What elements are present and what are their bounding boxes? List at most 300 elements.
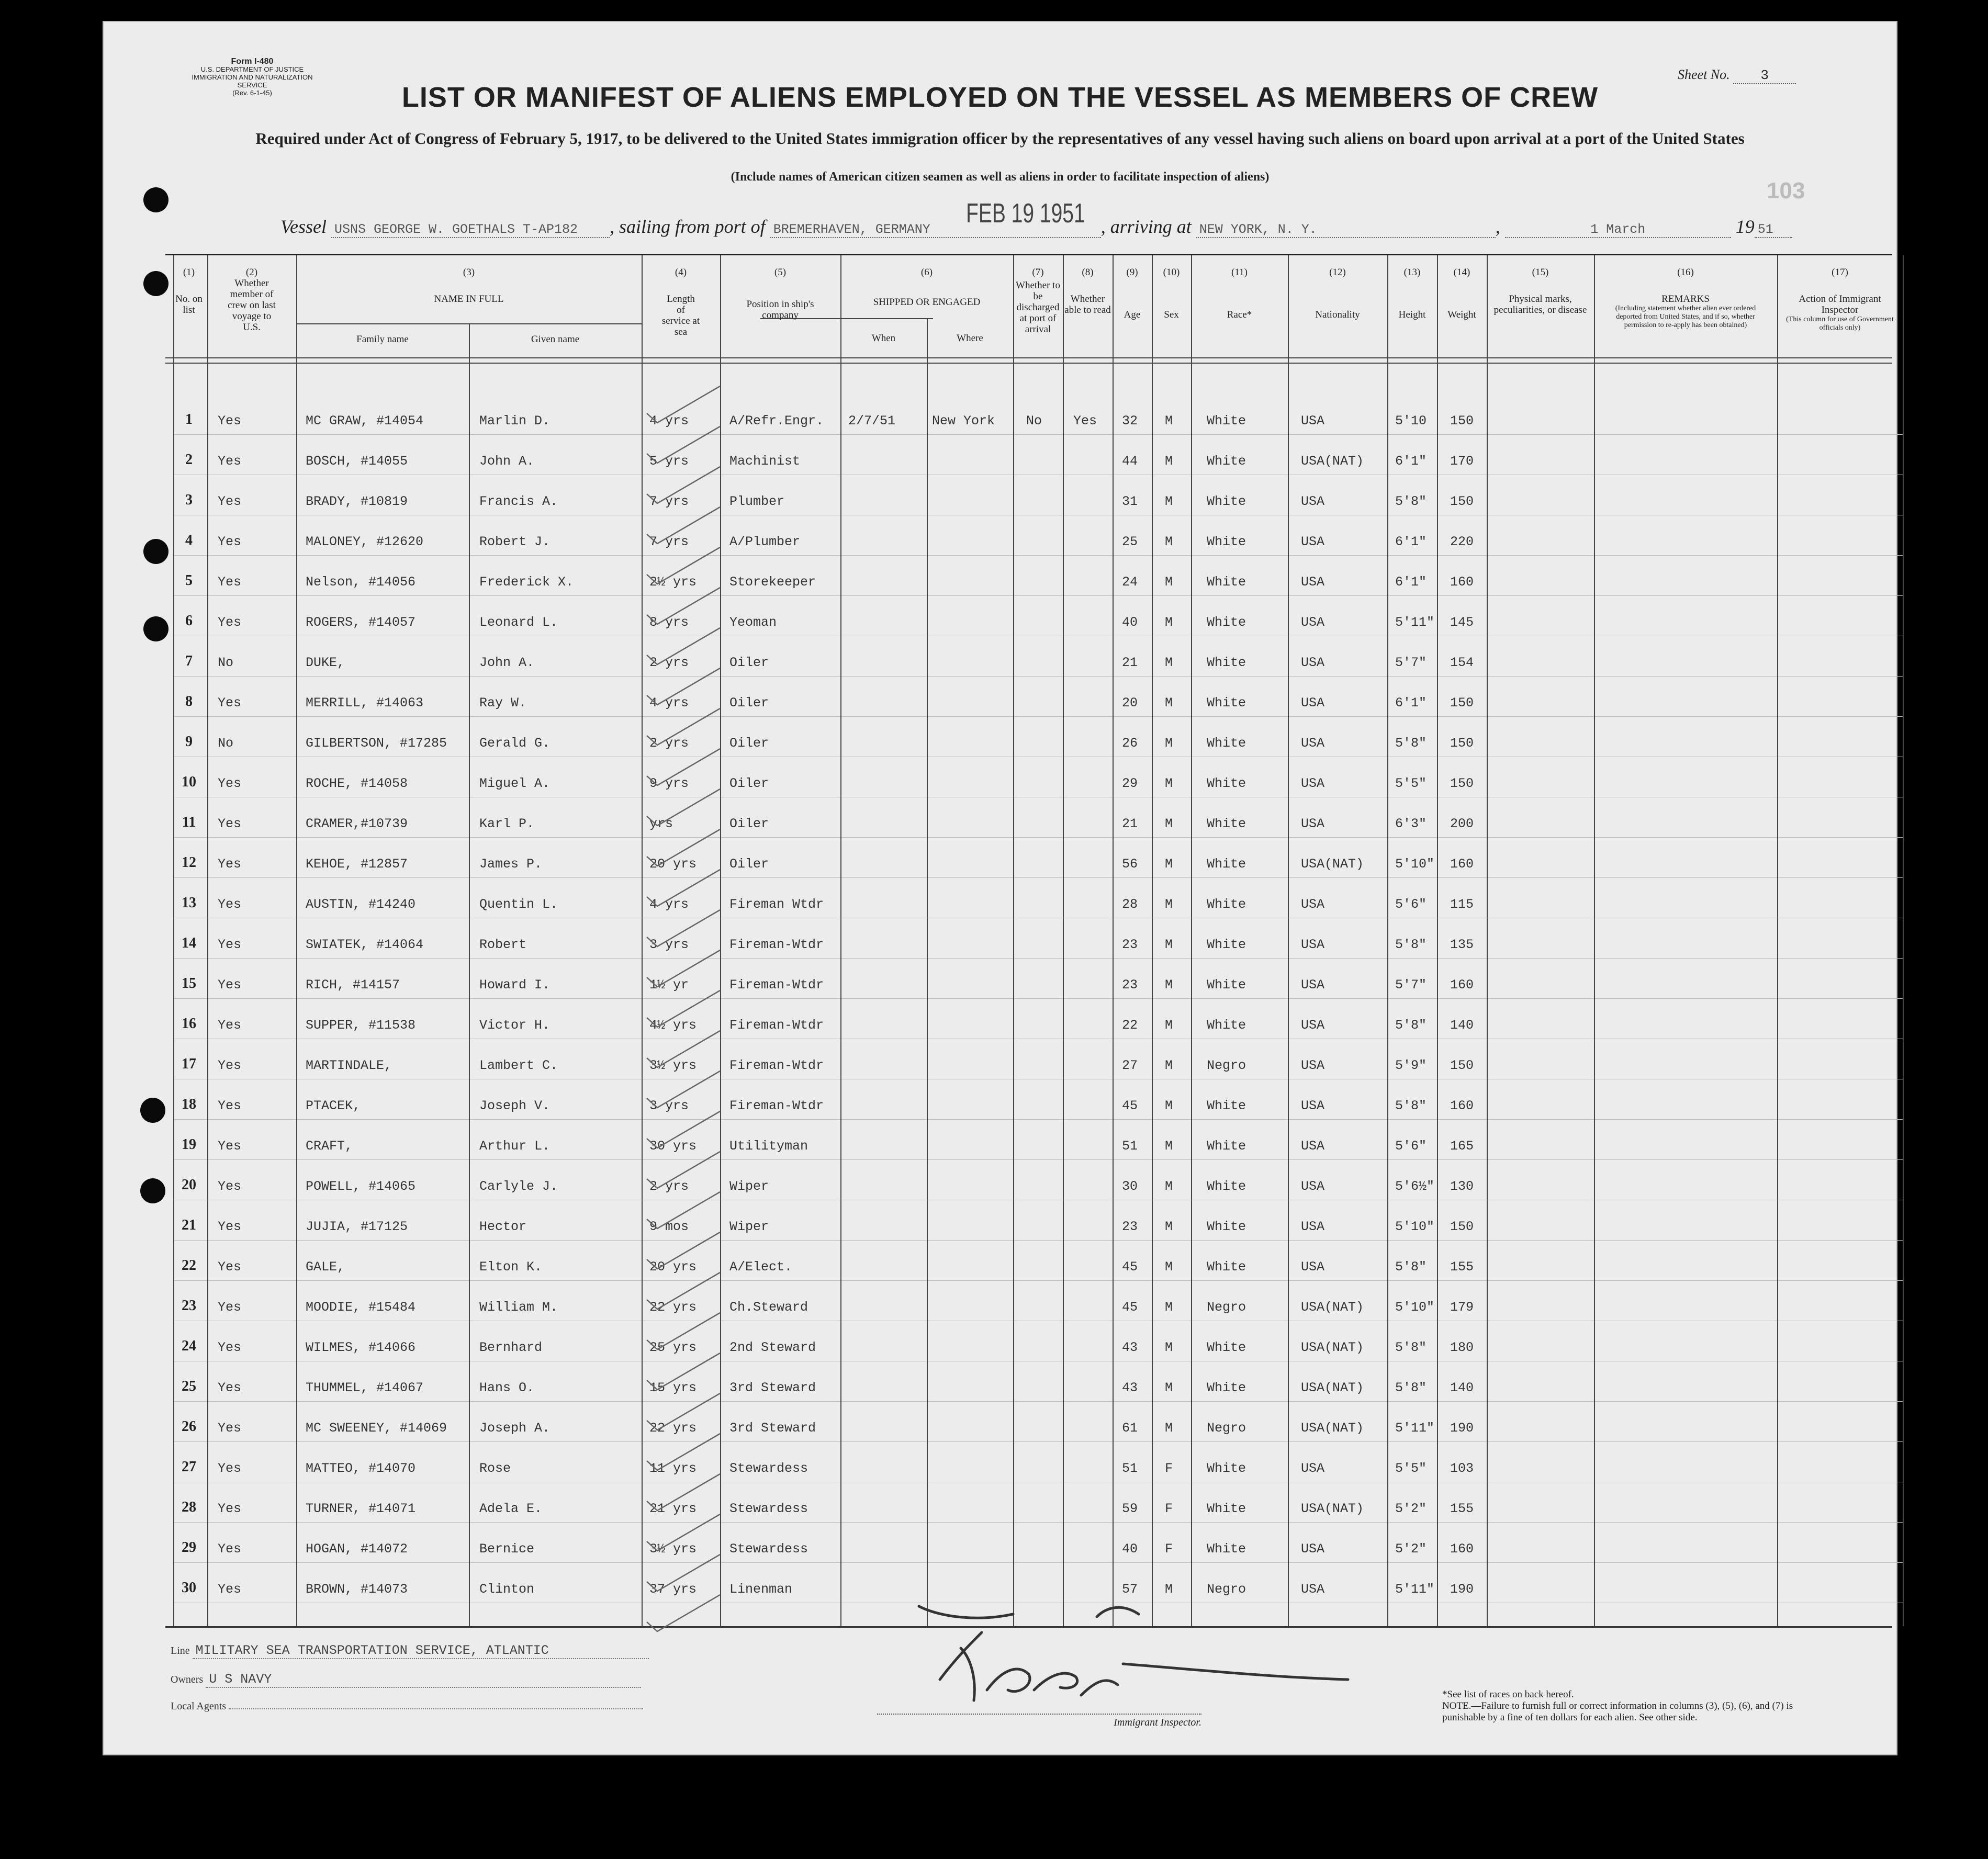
row-rule: [173, 1522, 1903, 1523]
race-cell: White: [1207, 977, 1246, 993]
service-length-cell: 7 yrs: [649, 534, 689, 549]
crew-member-cell: Yes: [218, 695, 242, 711]
weight-cell: 170: [1450, 454, 1474, 469]
age-cell: 31: [1122, 494, 1138, 509]
service-length-cell: 4 yrs: [649, 897, 689, 912]
sex-cell: M: [1165, 1179, 1173, 1194]
position-cell: Stewardess: [729, 1461, 808, 1476]
year-prefix: 19: [1735, 216, 1755, 237]
height-cell: 5'2": [1395, 1541, 1427, 1557]
service-length-cell: 3 yrs: [649, 1098, 689, 1113]
height-cell: 5'8": [1395, 494, 1427, 509]
column-rule: [1288, 255, 1289, 1626]
service-length-cell: 20 yrs: [649, 857, 697, 872]
position-cell: Oiler: [729, 816, 769, 831]
row-number: 9: [185, 734, 193, 750]
row-number: 11: [182, 814, 196, 830]
weight-cell: 150: [1450, 494, 1474, 509]
nationality-cell: USA: [1301, 1098, 1325, 1113]
race-cell: White: [1207, 574, 1246, 590]
service-length-cell: 5 yrs: [649, 454, 689, 469]
given-name-cell: Clinton: [479, 1582, 535, 1597]
service-length-cell: 22 yrs: [649, 1421, 697, 1436]
col6-header: (6) SHIPPED OR ENGAGED: [873, 267, 981, 308]
height-cell: 6'1": [1395, 534, 1427, 549]
sex-cell: M: [1165, 413, 1173, 429]
nationality-cell: USA: [1301, 413, 1325, 429]
row-number: 29: [182, 1539, 196, 1556]
nationality-cell: USA: [1301, 977, 1325, 993]
family-name-cell: SUPPER, #11538: [306, 1018, 416, 1033]
punch-hole: [143, 616, 169, 641]
given-name-cell: John A.: [479, 655, 535, 670]
crew-member-cell: Yes: [218, 1380, 242, 1395]
footer-owners: [171, 1672, 641, 1688]
vessel-label: Vessel: [280, 216, 327, 237]
age-cell: 61: [1122, 1421, 1138, 1436]
col4-header: (4) Length of service at sea: [661, 267, 700, 337]
weight-cell: 154: [1450, 655, 1474, 670]
weight-cell: 150: [1450, 695, 1474, 711]
crew-member-cell: Yes: [218, 1300, 242, 1315]
weight-cell: 160: [1450, 1098, 1474, 1113]
weight-cell: 200: [1450, 816, 1474, 831]
race-cell: Negro: [1207, 1058, 1246, 1073]
nationality-cell: USA(NAT): [1301, 1421, 1364, 1436]
service-length-cell: 21 yrs: [649, 1501, 697, 1516]
service-length-cell: 22 yrs: [649, 1300, 697, 1315]
family-name-cell: MERRILL, #14063: [306, 695, 424, 711]
crew-member-cell: Yes: [218, 1461, 242, 1476]
age-cell: 45: [1122, 1259, 1138, 1275]
weight-cell: 145: [1450, 615, 1474, 630]
col7-header: (7) Whether to be discharged at port of arrival: [1016, 267, 1060, 335]
footer-agents: [171, 1700, 643, 1712]
race-cell: Negro: [1207, 1582, 1246, 1597]
sex-cell: M: [1165, 816, 1173, 831]
crew-member-cell: Yes: [218, 1219, 242, 1234]
height-cell: 5'5": [1395, 1461, 1427, 1476]
stamp-number: 103: [1767, 178, 1805, 204]
given-name-cell: Francis A.: [479, 494, 558, 509]
race-cell: White: [1207, 816, 1246, 831]
given-name-cell: Gerald G.: [479, 736, 551, 751]
sex-cell: M: [1165, 857, 1173, 872]
weight-cell: 160: [1450, 1541, 1474, 1557]
punch-hole: [143, 187, 169, 212]
date-stamp: FEB 19 1951: [966, 198, 1085, 229]
age-cell: 20: [1122, 695, 1138, 711]
sheet-value: 3: [1733, 67, 1796, 84]
position-cell: 3rd Steward: [729, 1380, 816, 1395]
weight-cell: 150: [1450, 1058, 1474, 1073]
row-number: 12: [182, 854, 196, 871]
race-cell: White: [1207, 1340, 1246, 1355]
col10-header: (10) Sex: [1163, 267, 1180, 320]
crew-member-cell: Yes: [218, 1582, 242, 1597]
row-rule: [173, 837, 1903, 838]
height-cell: 5'11": [1395, 1421, 1435, 1436]
agents-label: Local Agents: [171, 1700, 227, 1712]
nationality-cell: USA: [1301, 494, 1325, 509]
height-cell: 5'10": [1395, 1300, 1435, 1315]
height-cell: 5'8": [1395, 1380, 1427, 1395]
given-name-cell: Robert J.: [479, 534, 551, 549]
page-subtitle: Required under Act of Congress of February 5, 1917, to be delivered to the United States immigration officer by the representatives of any vessel having such aliens on board upon arrival at a port of the United States: [255, 129, 1745, 148]
family-name-cell: TURNER, #14071: [306, 1501, 416, 1516]
family-name-cell: CRAMER,#10739: [306, 816, 408, 831]
crew-member-cell: No: [218, 736, 234, 751]
race-cell: White: [1207, 494, 1246, 509]
age-cell: 21: [1122, 655, 1138, 670]
sex-cell: M: [1165, 897, 1173, 912]
race-cell: White: [1207, 413, 1246, 429]
crew-member-cell: Yes: [218, 1340, 242, 1355]
row-number: 14: [182, 935, 196, 951]
row-number: 16: [182, 1016, 196, 1032]
weight-cell: 160: [1450, 574, 1474, 590]
row-number: 20: [182, 1177, 196, 1193]
given-name-cell: Howard I.: [479, 977, 551, 993]
family-name-cell: BRADY, #10819: [306, 494, 408, 509]
form-service: IMMIGRATION AND NATURALIZATION SERVICE: [192, 73, 313, 89]
header-rule: [165, 357, 1892, 358]
crew-member-cell: No: [218, 655, 234, 670]
race-cell: White: [1207, 1179, 1246, 1194]
service-length-cell: 4 yrs: [649, 413, 689, 429]
family-name-cell: PTACEK,: [306, 1098, 361, 1113]
age-cell: 43: [1122, 1380, 1138, 1395]
weight-cell: 155: [1450, 1259, 1474, 1275]
position-cell: Yeoman: [729, 615, 777, 630]
row-rule: [173, 676, 1903, 677]
nationality-cell: USA(NAT): [1301, 454, 1364, 469]
age-cell: 25: [1122, 534, 1138, 549]
race-cell: White: [1207, 1098, 1246, 1113]
service-length-cell: 11 yrs: [649, 1461, 697, 1476]
vessel-name: USNS GEORGE W. GOETHALS T-AP182: [331, 222, 610, 238]
position-cell: Wiper: [729, 1179, 769, 1194]
crew-member-cell: Yes: [218, 816, 242, 831]
row-number: 21: [182, 1217, 196, 1233]
height-cell: 5'11": [1395, 1582, 1435, 1597]
service-length-cell: 9 mos: [649, 1219, 689, 1234]
height-cell: 5'6": [1395, 1139, 1427, 1154]
family-name-cell: ROCHE, #14058: [306, 776, 408, 791]
departure-port: BREMERHAVEN, GERMANY: [770, 222, 1101, 238]
crew-member-cell: Yes: [218, 1018, 242, 1033]
row-rule: [173, 1441, 1903, 1442]
column-rule: [1063, 255, 1064, 1626]
crew-member-cell: Yes: [218, 413, 242, 429]
punch-hole: [143, 539, 169, 564]
weight-cell: 135: [1450, 937, 1474, 952]
race-cell: White: [1207, 1219, 1246, 1234]
fine-note: NOTE.—Failure to furnish full or correct information in columns (3), (5), (6), and (7) is punishable by a fine of ten dollars for each alien. See other side.: [1442, 1700, 1793, 1723]
weight-cell: 160: [1450, 977, 1474, 993]
age-cell: 32: [1122, 413, 1138, 429]
given-name-cell: John A.: [479, 454, 535, 469]
weight-cell: 180: [1450, 1340, 1474, 1355]
crew-member-cell: Yes: [218, 1058, 242, 1073]
given-name-cell: Rose: [479, 1461, 511, 1476]
row-number: 19: [182, 1136, 196, 1153]
given-name-cell: Arthur L.: [479, 1139, 551, 1154]
arrival-port: NEW YORK, N. Y.: [1196, 222, 1496, 238]
header-rule: [165, 363, 1892, 364]
race-cell: White: [1207, 534, 1246, 549]
row-rule: [173, 555, 1903, 556]
service-length-cell: 15 yrs: [649, 1380, 697, 1395]
col12-header: (12) Nationality: [1315, 267, 1360, 320]
row-rule: [173, 998, 1903, 999]
age-cell: 45: [1122, 1098, 1138, 1113]
age-cell: 56: [1122, 857, 1138, 872]
inspector-label: Immigrant Inspector.: [877, 1714, 1201, 1729]
position-cell: Wiper: [729, 1219, 769, 1234]
age-cell: 21: [1122, 816, 1138, 831]
height-cell: 5'10": [1395, 1219, 1435, 1234]
service-length-cell: 9 yrs: [649, 776, 689, 791]
family-name-cell: THUMMEL, #14067: [306, 1380, 424, 1395]
height-cell: 5'8": [1395, 937, 1427, 952]
crew-member-cell: Yes: [218, 937, 242, 952]
given-name-cell: Joseph A.: [479, 1421, 551, 1436]
sailing-label: , sailing from port of: [609, 216, 766, 237]
able-to-read-cell: Yes: [1073, 413, 1097, 429]
nationality-cell: USA: [1301, 1541, 1325, 1557]
nationality-cell: USA(NAT): [1301, 1300, 1364, 1315]
crew-member-cell: Yes: [218, 615, 242, 630]
col3-header: (3) NAME IN FULL: [434, 267, 504, 305]
age-cell: 24: [1122, 574, 1138, 590]
service-length-cell: 2 yrs: [649, 655, 689, 670]
shipped-when-cell: 2/7/51: [848, 413, 896, 429]
family-name-cell: Nelson, #14056: [306, 574, 416, 590]
age-cell: 51: [1122, 1139, 1138, 1154]
sex-cell: M: [1165, 1421, 1173, 1436]
family-name-cell: HOGAN, #14072: [306, 1541, 408, 1557]
race-cell: White: [1207, 1018, 1246, 1033]
position-cell: Utilityman: [729, 1139, 808, 1154]
position-cell: Fireman-Wtdr: [729, 1058, 824, 1073]
family-name-cell: KEHOE, #12857: [306, 857, 408, 872]
row-rule: [173, 1562, 1903, 1563]
row-number: 23: [182, 1298, 196, 1314]
sex-cell: M: [1165, 937, 1173, 952]
sex-cell: M: [1165, 655, 1173, 670]
age-cell: 57: [1122, 1582, 1138, 1597]
age-cell: 23: [1122, 937, 1138, 952]
column-rule: [1487, 255, 1488, 1626]
row-rule: [173, 716, 1903, 717]
sex-cell: M: [1165, 1259, 1173, 1275]
crew-member-cell: Yes: [218, 574, 242, 590]
position-cell: 2nd Steward: [729, 1340, 816, 1355]
nationality-cell: USA: [1301, 937, 1325, 952]
crew-member-cell: Yes: [218, 977, 242, 993]
service-length-cell: 3 yrs: [649, 937, 689, 952]
nationality-cell: USA: [1301, 695, 1325, 711]
nationality-cell: USA: [1301, 1179, 1325, 1194]
line-label: Line: [171, 1645, 190, 1657]
position-cell: A/Refr.Engr.: [729, 413, 824, 429]
family-name-cell: WILMES, #14066: [306, 1340, 416, 1355]
column-rule: [173, 255, 174, 1626]
column-rule: [1013, 255, 1014, 1626]
height-cell: 5'10": [1395, 857, 1435, 872]
row-number: 30: [182, 1580, 196, 1596]
weight-cell: 140: [1450, 1380, 1474, 1395]
crew-member-cell: Yes: [218, 1098, 242, 1113]
race-cell: White: [1207, 1139, 1246, 1154]
row-number: 24: [182, 1338, 196, 1354]
weight-cell: 115: [1450, 897, 1474, 912]
row-rule: [173, 1280, 1903, 1281]
row-number: 26: [182, 1418, 196, 1435]
row-number: 8: [185, 693, 193, 709]
given-name-cell: Lambert C.: [479, 1058, 558, 1073]
position-cell: Fireman-Wtdr: [729, 977, 824, 993]
race-cell: White: [1207, 1380, 1246, 1395]
height-cell: 5'7": [1395, 655, 1427, 670]
sex-cell: M: [1165, 695, 1173, 711]
given-name-cell: Robert: [479, 937, 527, 952]
position-cell: Fireman-Wtdr: [729, 1018, 824, 1033]
position-cell: A/Elect.: [729, 1259, 793, 1275]
race-cell: White: [1207, 695, 1246, 711]
position-cell: Oiler: [729, 655, 769, 670]
age-cell: 40: [1122, 615, 1138, 630]
manifest-page: [103, 21, 1897, 1755]
service-length-cell: 2 yrs: [649, 736, 689, 751]
column-rule: [1437, 255, 1438, 1626]
sex-cell: M: [1165, 776, 1173, 791]
given-name-cell: William M.: [479, 1300, 558, 1315]
given-name-cell: Carlyle J.: [479, 1179, 558, 1194]
sex-cell: M: [1165, 1300, 1173, 1315]
nationality-cell: USA(NAT): [1301, 857, 1364, 872]
year-suffix: 51: [1755, 222, 1792, 238]
nationality-cell: USA: [1301, 736, 1325, 751]
column-rule: [296, 255, 297, 1626]
row-number: 5: [185, 572, 193, 589]
nationality-cell: USA: [1301, 615, 1325, 630]
position-cell: Oiler: [729, 776, 769, 791]
check-marks-icon: [636, 334, 846, 1642]
crew-member-cell: Yes: [218, 454, 242, 469]
height-cell: 5'7": [1395, 977, 1427, 993]
age-cell: 28: [1122, 897, 1138, 912]
footer-note: [1442, 1689, 1809, 1723]
position-cell: Stewardess: [729, 1541, 808, 1557]
form-revision: (Rev. 6-1-45): [232, 89, 272, 97]
crew-member-cell: Yes: [218, 494, 242, 509]
sex-cell: M: [1165, 1139, 1173, 1154]
given-name-cell: Miguel A.: [479, 776, 551, 791]
nationality-cell: USA: [1301, 897, 1325, 912]
nationality-cell: USA: [1301, 1139, 1325, 1154]
row-rule: [173, 1159, 1903, 1160]
sex-cell: M: [1165, 1582, 1173, 1597]
form-number: Form I-480: [231, 57, 274, 66]
height-cell: 5'10: [1395, 413, 1427, 429]
height-cell: 5'8": [1395, 1340, 1427, 1355]
weight-cell: 150: [1450, 413, 1474, 429]
row-number: 7: [185, 653, 193, 669]
row-number: 28: [182, 1499, 196, 1515]
race-cell: White: [1207, 1501, 1246, 1516]
family-name-cell: BOSCH, #14055: [306, 454, 408, 469]
crew-member-cell: Yes: [218, 1179, 242, 1194]
column-rule: [1777, 255, 1778, 1626]
row-number: 2: [185, 452, 193, 468]
nationality-cell: USA: [1301, 1018, 1325, 1033]
given-name-cell: Joseph V.: [479, 1098, 551, 1113]
column-rule: [1387, 255, 1388, 1626]
given-name-cell: Bernhard: [479, 1340, 543, 1355]
row-number: 10: [182, 774, 196, 790]
weight-cell: 190: [1450, 1582, 1474, 1597]
height-cell: 5'6": [1395, 897, 1427, 912]
weight-cell: 155: [1450, 1501, 1474, 1516]
height-cell: 5'8": [1395, 1259, 1427, 1275]
sex-cell: M: [1165, 1098, 1173, 1113]
row-number: 25: [182, 1378, 196, 1394]
family-name-cell: BROWN, #14073: [306, 1582, 408, 1597]
service-length-cell: 4 yrs: [649, 695, 689, 711]
col9-header: (9) Age: [1124, 267, 1141, 320]
service-length-cell: 3½ yrs: [649, 1058, 697, 1073]
family-name-cell: POWELL, #14065: [306, 1179, 416, 1194]
family-name-cell: MALONEY, #12620: [306, 534, 424, 549]
service-length-cell: 25 yrs: [649, 1340, 697, 1355]
service-length-cell: 7 yrs: [649, 494, 689, 509]
nationality-cell: USA: [1301, 1582, 1325, 1597]
age-cell: 26: [1122, 736, 1138, 751]
position-cell: A/Plumber: [729, 534, 801, 549]
row-rule: [173, 958, 1903, 959]
family-name-cell: MATTEO, #14070: [306, 1461, 416, 1476]
race-cell: Negro: [1207, 1421, 1246, 1436]
family-name-cell: MARTINDALE,: [306, 1058, 392, 1073]
weight-cell: 130: [1450, 1179, 1474, 1194]
race-cell: White: [1207, 655, 1246, 670]
column-rule: [1191, 255, 1192, 1626]
col11-header: (11) Race*: [1227, 267, 1252, 320]
given-name-cell: Elton K.: [479, 1259, 543, 1275]
age-cell: 59: [1122, 1501, 1138, 1516]
weight-cell: 220: [1450, 534, 1474, 549]
punch-hole: [143, 271, 169, 296]
crew-member-cell: Yes: [218, 857, 242, 872]
sex-cell: M: [1165, 574, 1173, 590]
age-cell: 23: [1122, 977, 1138, 993]
weight-cell: 190: [1450, 1421, 1474, 1436]
nationality-cell: USA: [1301, 1259, 1325, 1275]
service-length-cell: 37 yrs: [649, 1582, 697, 1597]
shipped-where-cell: New York: [932, 413, 995, 429]
line-value: MILITARY SEA TRANSPORTATION SERVICE, ATLANTIC: [193, 1643, 649, 1659]
service-length-cell: 2½ yrs: [649, 574, 697, 590]
given-name-cell: Hans O.: [479, 1380, 535, 1395]
age-cell: 22: [1122, 1018, 1138, 1033]
height-cell: 5'11": [1395, 615, 1435, 630]
weight-cell: 140: [1450, 1018, 1474, 1033]
row-rule: [173, 1240, 1903, 1241]
nationality-cell: USA: [1301, 1461, 1325, 1476]
family-name-cell: DUKE,: [306, 655, 345, 670]
